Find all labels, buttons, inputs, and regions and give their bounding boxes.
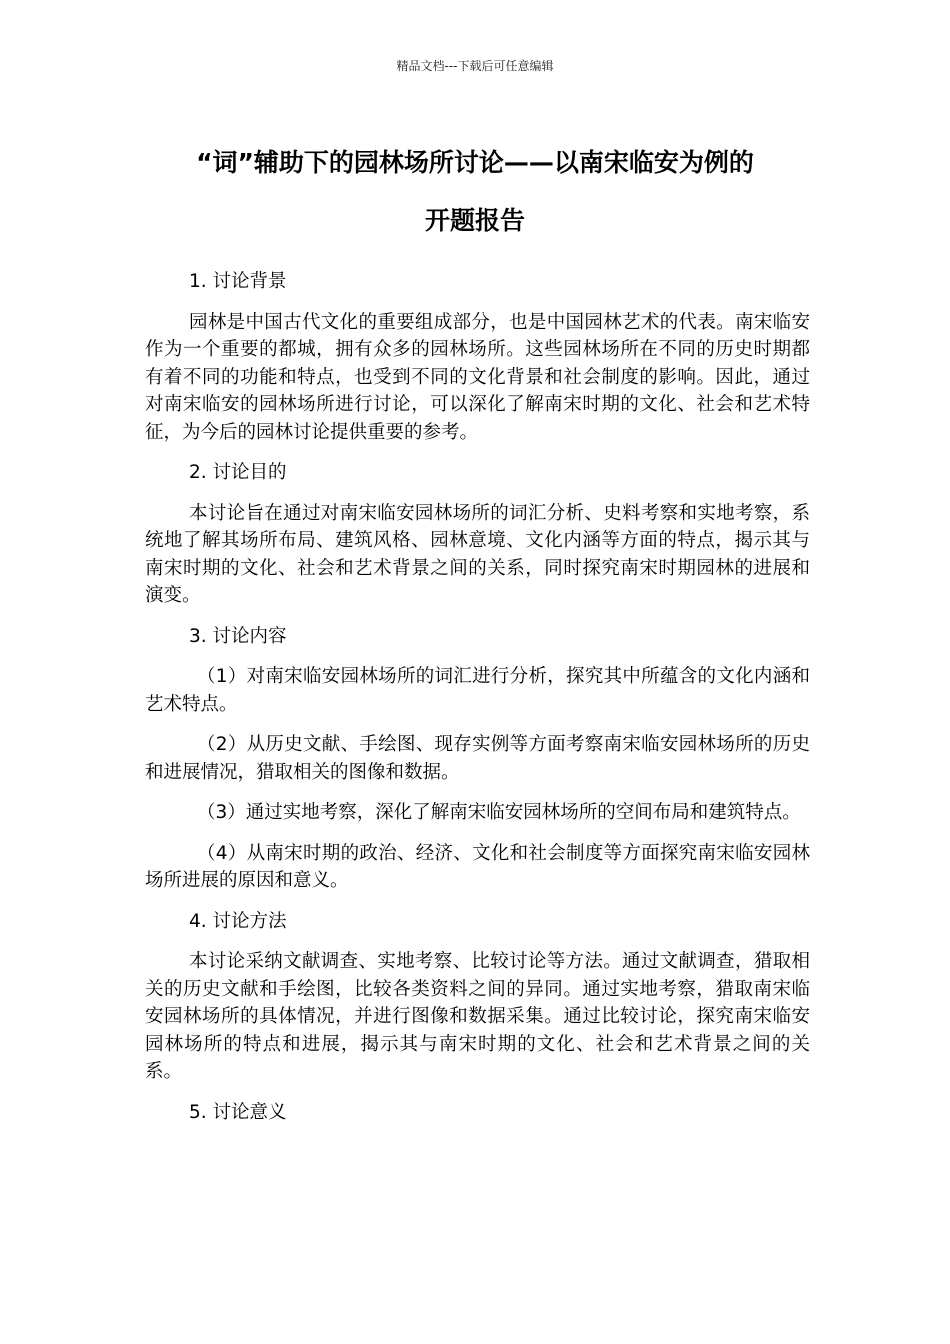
document-title [120, 134, 830, 250]
content-item-1: （1）对南宋临安园林场所的词汇进行分析，探究其中所蕴含的文化内涵和艺术特点。 [145, 666, 810, 715]
content-item-3: （3）通过实地考察，深化了解南宋临安园林场所的空间布局和建筑特点。 [197, 802, 801, 823]
content-item-4: （4）从南宋时期的政治、经济、文化和社会制度等方面探究南宋临安园林场所进展的原因和意义。 [145, 842, 810, 891]
header-note: 精品文档---下载后可任意编辑 [396, 59, 554, 73]
section-heading-purpose: 2. 讨论目的 [189, 462, 287, 483]
title-line-2: 开题报告 [424, 206, 525, 235]
section-heading-significance: 5. 讨论意义 [189, 1101, 287, 1123]
background-paragraph: 园林是中国古代文化的重要组成部分，也是中国园林艺术的代表。南宋临安作为一个重要的都城，拥有众多的园林场所。这些园林场所在不同的历史时期都有着不同的功能和特点，也受到不同的文化背景和社会制度的影响。因此，通过对南宋临安的园林场所进行讨论，可以深化了解南宋时期的文化、社会和艺术特征，为今后的园林讨论提供重要的参考。 [145, 311, 810, 443]
content-item-2: （2）从历史文献、手绘图、现存实例等方面考察南宋临安园林场所的历史和进展情况，猎取相关的图像和数据。 [145, 734, 810, 783]
section-heading-method: 4. 讨论方法 [189, 910, 287, 932]
title-line-1: “词”辅助下的园林场所讨论——以南宋临安为例的 [196, 148, 754, 177]
document-body [145, 268, 810, 1139]
section-heading-content: 3. 讨论内容 [189, 625, 287, 647]
section-heading-background: 1. 讨论背景 [189, 271, 287, 292]
method-paragraph: 本讨论采纳文献调查、实地考察、比较讨论等方法。通过文献调查，猎取相关的历史文献和手绘图，比较各类资料之间的异同。通过实地考察，猎取南宋临安园林场所的具体情况，并进行图像和数据采集。通过比较讨论，探究南宋临安园林场所的特点和进展，揭示其与南宋时期的文化、社会和艺术背景之间的关系。 [145, 951, 810, 1082]
purpose-paragraph: 本讨论旨在通过对南宋临安园林场所的词汇分析、史料考察和实地考察，系统地了解其场所布局、建筑风格、园林意境、文化内涵等方面的特点，揭示其与南宋时期的文化、社会和艺术背景之间的关系，同时探究南宋时期园林的进展和演变。 [145, 502, 810, 606]
